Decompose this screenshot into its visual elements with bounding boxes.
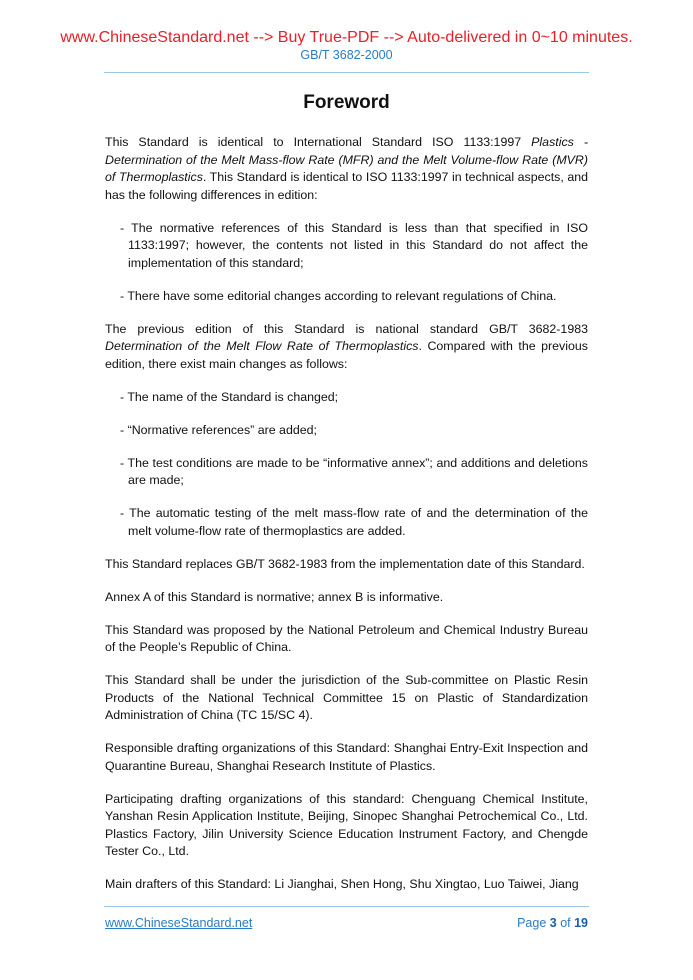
list-item: - The test conditions are made to be “informative annex”; and additions and deletions are made; (120, 455, 588, 487)
text: This Standard is identical to International Standard ISO 1133:1997 (105, 135, 532, 149)
text: . This Standard is identical to ISO 1133:1997 in technical aspects, and has the following differences in edition: (105, 170, 588, 202)
page-label: Page (517, 916, 550, 930)
standard-title: Plastics - Determination of the Melt Mass-flow Rate (MFR) and the Melt Volume-flow Rate (MVR) of Thermoplastics (105, 135, 588, 184)
standard-number: GB/T 3682-2000 (300, 48, 393, 62)
paragraph: Annex A of this Standard is normative; annex B is informative. (105, 589, 444, 604)
footer-divider (104, 906, 589, 907)
list-item: - “Normative references” are added; (120, 422, 317, 437)
text: The previous edition of this Standard is national standard GB/T 3682-1983 (105, 321, 588, 336)
paragraph (105, 321, 588, 374)
page-title: Foreword (303, 92, 390, 113)
list-item: - The normative references of this Standard is less than that specified in ISO 1133:1997; however, the contents not listed in this Standard do not affect the implementation of this standard; (120, 220, 588, 270)
page-of-label: of (556, 916, 575, 930)
list-item: - The automatic testing of the melt mass-flow rate of and the determination of the melt volume-flow rate of thermoplastics are added. (120, 506, 588, 538)
paragraph: This Standard replaces GB/T 3682-1983 from the implementation date of this Standard. (105, 556, 585, 571)
paragraph (105, 134, 588, 204)
page-indicator (517, 916, 588, 930)
document-body (105, 134, 588, 909)
header-divider (104, 72, 589, 73)
text: . Compared with the previous edition, there exist main changes as follows: (105, 339, 588, 371)
paragraph: This Standard shall be under the jurisdiction of the Sub-committee on Plastic Resin Products of the National Technical Committee 15 on Plastic of Standardization Administration of China (TC 15/SC 4). (105, 673, 588, 722)
promo-banner[interactable]: www.ChineseStandard.net --> Buy True-PDF --> Auto-delivered in 0~10 minutes. (60, 29, 633, 46)
standard-title: Determination of the Melt Flow Rate of Thermoplastics (105, 339, 419, 353)
paragraph: Participating drafting organizations of this standard: Chenguang Chemical Institute, Yanshan Resin Application Institute, Beijing, Sinopec Shanghai Petrochemical Co., Ltd. Plastics Factory, Jilin University Science Education Instrument Factory, and Chengde Tester Co., Ltd. (105, 791, 588, 858)
paragraph: Main drafters of this Standard: Li Jianghai, Shen Hong, Shu Xingtao, Luo Taiwei, Jiang (105, 877, 579, 891)
current-page: 3 (549, 916, 557, 930)
paragraph: Responsible drafting organizations of this Standard: Shanghai Entry-Exit Inspection and Quarantine Bureau, Shanghai Research Institute of Plastics. (105, 741, 588, 773)
paragraph: This Standard was proposed by the National Petroleum and Chemical Industry Bureau of the People’s Republic of China. (105, 622, 588, 654)
total-pages: 19 (574, 916, 588, 930)
list-item: - The name of the Standard is changed; (120, 389, 339, 404)
footer-website-link[interactable]: www.ChineseStandard.net (105, 916, 253, 930)
list-item: - There have some editorial changes according to relevant regulations of China. (120, 288, 557, 303)
